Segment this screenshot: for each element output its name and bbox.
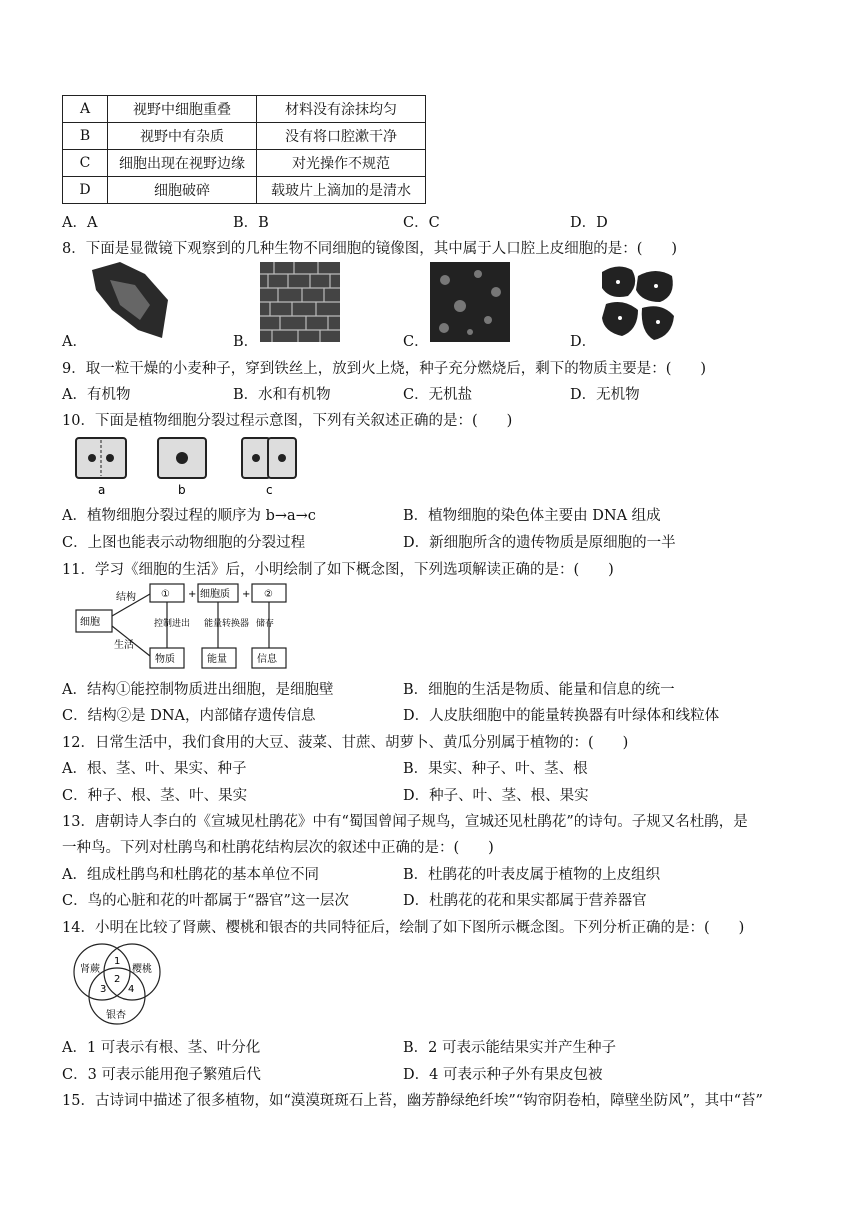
q13-stem-line2: 一种鸟。下列对杜鹃鸟和杜鹃花结构层次的叙述中正确的是：( ) — [62, 840, 494, 856]
table-row: C 细胞出现在视野边缘 对光操作不规范 — [63, 150, 426, 177]
q7-option-b: B．B — [233, 215, 269, 231]
q7-option-c: C．C — [403, 215, 440, 231]
answer-table — [62, 95, 426, 204]
q11-option-c: C．结构②是 DNA，内部储存遗传信息 — [62, 708, 316, 724]
svg-text:银杏: 银杏 — [106, 1010, 126, 1021]
q8-option-b: B． — [233, 334, 259, 350]
q8-option-c: C． — [403, 334, 429, 350]
q12-option-b: B．果实、种子、叶、茎、根 — [403, 761, 588, 777]
q9-stem: 9．取一粒干燥的小麦种子，穿到铁丝上，放到火上烧，种子充分燃烧后，剩下的物质主要是：( ) — [62, 361, 707, 377]
tissue-image-a — [90, 260, 170, 342]
svg-text:樱桃: 樱桃 — [132, 964, 152, 975]
q9-option-c: C．无机盐 — [403, 387, 473, 403]
svg-text:生活: 生活 — [114, 640, 134, 651]
q9-option-d: D．无机物 — [570, 387, 640, 403]
q7-option-a: A．A — [62, 215, 98, 231]
venn-diagram — [70, 940, 166, 1028]
q14-option-b: B．2 可表示能结果实并产生种子 — [403, 1040, 616, 1056]
svg-text:储存: 储存 — [256, 619, 275, 629]
svg-text:①: ① — [161, 589, 170, 600]
q11-option-a: A．结构①能控制物质进出细胞，是细胞壁 — [62, 682, 334, 698]
tissue-image-b — [260, 262, 340, 342]
q13-option-d: D．杜鹃花的花和果实都属于营养器官 — [403, 893, 647, 909]
table-row: D 细胞破碎 载玻片上滴加的是清水 — [63, 177, 426, 204]
svg-text:物质: 物质 — [155, 654, 175, 665]
q10-stem: 10．下面是植物细胞分裂过程示意图，下列有关叙述正确的是：( ) — [62, 413, 513, 429]
q12-option-c: C．种子、根、茎、叶、果实 — [62, 788, 248, 804]
svg-text:控制进出: 控制进出 — [154, 619, 191, 629]
q11-stem: 11．学习《细胞的生活》后，小明绘制了如下概念图，下列选项解读正确的是：( ) — [62, 562, 614, 578]
svg-text:3: 3 — [100, 984, 107, 995]
q13-stem-line1: 13．唐朝诗人李白的《宣城见杜鹃花》中有“蜀国曾闻子规鸟，宣城还见杜鹃花”的诗句。子规又名杜鹃，是 — [62, 814, 748, 830]
cell-label-a: a — [98, 483, 106, 497]
table-row: A 视野中细胞重叠 材料没有涂抹均匀 — [63, 96, 426, 123]
svg-text:+: + — [242, 589, 251, 600]
svg-text:结构: 结构 — [116, 592, 136, 603]
q12-option-d: D．种子、叶、茎、根、果实 — [403, 788, 589, 804]
svg-text:能量: 能量 — [207, 654, 227, 665]
q14-stem: 14．小明在比较了肾蕨、樱桃和银杏的共同特征后，绘制了如下图所示概念图。下列分析正确的是：( ) — [62, 920, 745, 936]
q12-option-a: A．根、茎、叶、果实、种子 — [62, 761, 247, 777]
cell-division-diagram — [74, 434, 304, 498]
cell-life-concept-map — [74, 582, 294, 674]
q13-option-b: B．杜鹃花的叶表皮属于植物的上皮组织 — [403, 867, 661, 883]
svg-text:细胞: 细胞 — [80, 617, 100, 628]
q10-option-b: B．植物细胞的染色体主要由 DNA 组成 — [403, 508, 661, 524]
q8-option-a: A． — [62, 334, 87, 350]
cell-label-b: b — [178, 483, 186, 497]
table-row: B 视野中有杂质 没有将口腔漱干净 — [63, 123, 426, 150]
q8-option-d: D． — [570, 334, 597, 350]
tissue-image-c — [430, 262, 510, 342]
q13-option-a: A．组成杜鹃鸟和杜鹃花的基本单位不同 — [62, 867, 319, 883]
svg-text:细胞质: 细胞质 — [200, 589, 230, 600]
tissue-image-d — [598, 262, 678, 342]
svg-text:+: + — [188, 589, 197, 600]
cell-label-c: c — [266, 483, 273, 497]
q10-option-a: A．植物细胞分裂过程的顺序为 b→a→c — [62, 508, 316, 524]
q15-stem: 15．古诗词中描述了很多植物，如“漠漠斑斑石上苔，幽芳静绿绝纤埃”“钩帘阴卷柏，障壁坐防风”，其中“苔” — [62, 1093, 763, 1109]
svg-text:信息: 信息 — [257, 654, 277, 665]
q9-option-a: A．有机物 — [62, 387, 131, 403]
q14-option-c: C．3 可表示能用孢子繁殖后代 — [62, 1067, 261, 1083]
svg-text:能量转换器: 能量转换器 — [204, 619, 250, 629]
svg-text:4: 4 — [128, 984, 135, 995]
q11-option-b: B．细胞的生活是物质、能量和信息的统一 — [403, 682, 675, 698]
q10-option-d: D．新细胞所含的遗传物质是原细胞的一半 — [403, 535, 676, 551]
q10-option-c: C．上图也能表示动物细胞的分裂过程 — [62, 535, 306, 551]
q11-option-d: D．人皮肤细胞中的能量转换器有叶绿体和线粒体 — [403, 708, 720, 724]
svg-text:2: 2 — [114, 974, 121, 985]
svg-text:1: 1 — [114, 956, 121, 967]
q14-option-a: A．1 可表示有根、茎、叶分化 — [62, 1040, 261, 1056]
svg-text:②: ② — [264, 589, 273, 600]
q7-option-d: D．D — [570, 215, 608, 231]
q9-option-b: B．水和有机物 — [233, 387, 331, 403]
q12-stem: 12．日常生活中，我们食用的大豆、菠菜、甘蔗、胡萝卜、黄瓜分别属于植物的：( ) — [62, 735, 629, 751]
q13-option-c: C．鸟的心脏和花的叶都属于“器官”这一层次 — [62, 893, 349, 909]
q14-option-d: D．4 可表示种子外有果皮包被 — [403, 1067, 603, 1083]
q8-stem: 8．下面是显微镜下观察到的几种生物不同细胞的镜像图，其中属于人口腔上皮细胞的是：( ) — [62, 241, 678, 257]
svg-text:肾蕨: 肾蕨 — [80, 964, 100, 975]
